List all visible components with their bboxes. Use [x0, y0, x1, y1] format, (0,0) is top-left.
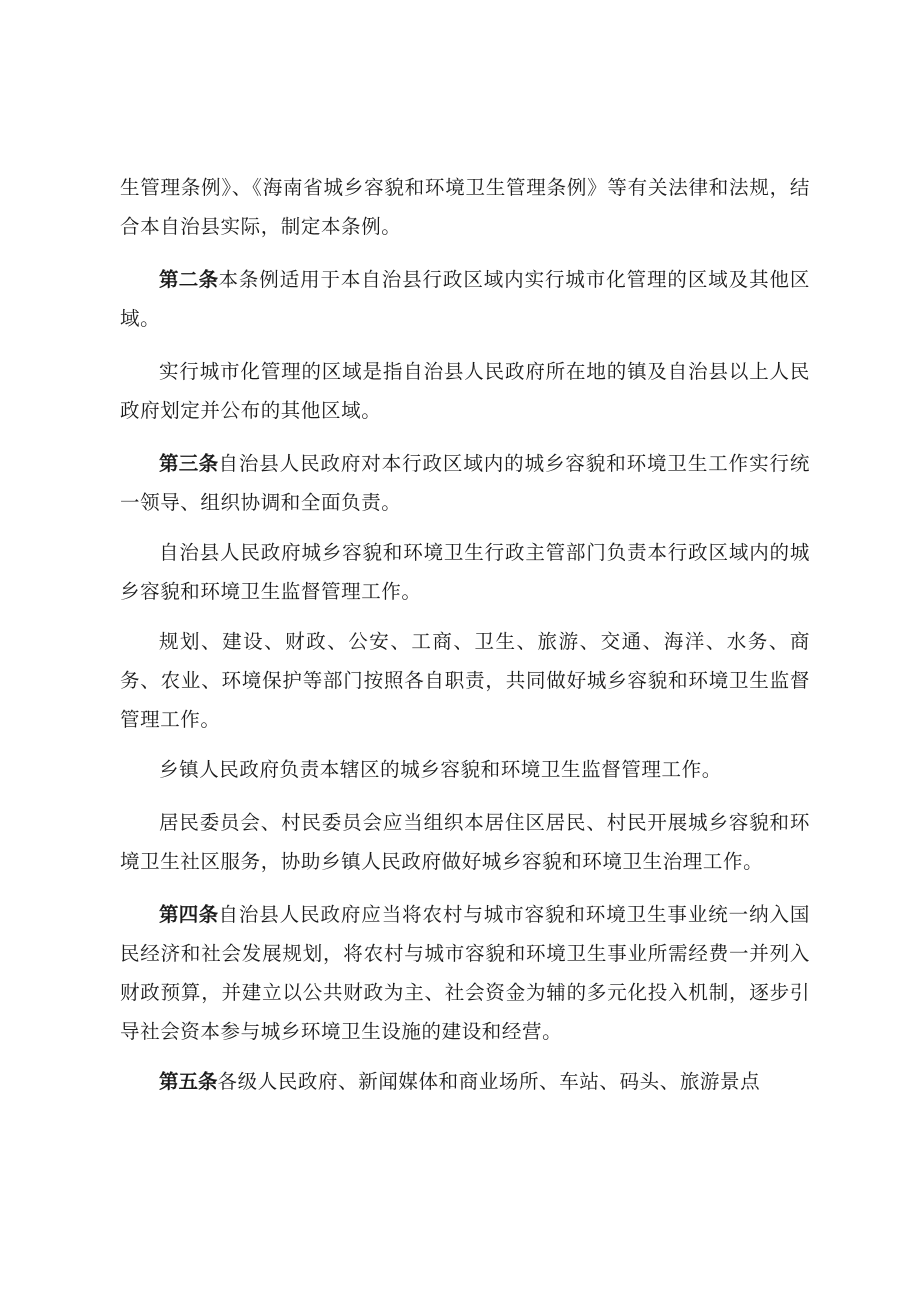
- article-3: [120, 444, 810, 522]
- article-number: 第四条: [159, 903, 219, 926]
- paragraph-text: 自治县人民政府对本行政区域内的城乡容貌和环境卫生工作实行统一领导、组织协调和全面负责。: [120, 452, 810, 514]
- document-page: [120, 168, 810, 1101]
- paragraph-text: 居民委员会、村民委员会应当组织本居住区居民、村民开展城乡容貌和环境卫生社区服务，协助乡镇人民政府做好城乡容貌和环境卫生治理工作。: [120, 811, 810, 873]
- article-2-paragraph-2: [120, 352, 810, 430]
- paragraph-text: 本条例适用于本自治县行政区域内实行城市化管理的区域及其他区域。: [120, 268, 810, 330]
- article-4: [120, 895, 810, 1051]
- paragraph-text: 乡镇人民政府负责本辖区的城乡容貌和环境卫生监督管理工作。: [159, 758, 722, 781]
- paragraph-text: 各级人民政府、新闻媒体和商业场所、车站、码头、旅游景点: [217, 1070, 761, 1093]
- article-number: 第二条: [159, 268, 219, 291]
- paragraph-text: 规划、建设、财政、公安、工商、卫生、旅游、交通、海洋、水务、商务、农业、环境保护等部门按照各自职责，共同做好城乡容貌和环境卫生监督管理工作。: [120, 630, 810, 731]
- article-3-paragraph-5: [120, 803, 810, 881]
- paragraph-text: 自治县人民政府城乡容貌和环境卫生行政主管部门负责本行政区域内的城乡容貌和环境卫生监督管理工作。: [120, 541, 810, 603]
- article-5: [120, 1062, 810, 1101]
- article-3-paragraph-4: [120, 750, 810, 789]
- paragraph-text: 自治县人民政府应当将农村与城市容貌和环境卫生事业统一纳入国民经济和社会发展规划，将农村与城市容貌和环境卫生事业所需经费一并列入财政预算，并建立以公共财政为主、社会资金为辅的多元化投入机制，逐步引导社会资本参与城乡环境卫生设施的建设和经营。: [120, 903, 810, 1043]
- paragraph-1-continuation: [120, 168, 810, 246]
- article-number: 第三条: [159, 452, 219, 475]
- article-2: [120, 260, 810, 338]
- article-number: 第五条: [159, 1070, 218, 1093]
- article-3-paragraph-3: [120, 622, 810, 739]
- paragraph-text: 实行城市化管理的区域是指自治县人民政府所在地的镇及自治县以上人民政府划定并公布的其他区域。: [120, 360, 810, 422]
- paragraph-text: 生管理条例》、《海南省城乡容貌和环境卫生管理条例》等有关法律和法规，结合本自治县实际，制定本条例。: [120, 176, 810, 238]
- article-3-paragraph-2: [120, 533, 810, 611]
